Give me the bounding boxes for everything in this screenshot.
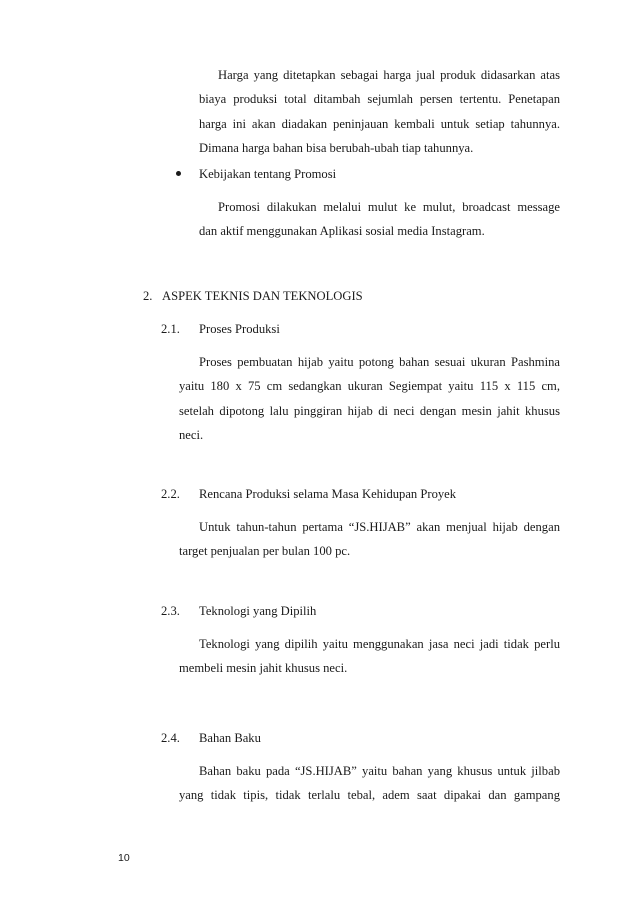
price-paragraph-line-3: harga ini akan diadakan peninjauan kembali untuk setiap tahunnya. xyxy=(199,117,560,131)
section-2-title: ASPEK TEKNIS DAN TEKNOLOGIS xyxy=(162,289,363,303)
price-paragraph-line-4: Dimana harga bahan bisa berubah-ubah tiap tahunnya. xyxy=(199,141,474,155)
price-paragraph-line-1: Harga yang ditetapkan sebagai harga jual produk didasarkan atas xyxy=(218,68,560,82)
sub-2-3-line-2: membeli mesin jahit khusus neci. xyxy=(179,661,348,675)
sub-2-1-line-3: setelah dipotong lalu pinggiran hijab di neci dengan mesin jahit khusus xyxy=(179,404,560,418)
sub-2-4-title: Bahan Baku xyxy=(199,731,261,745)
sub-2-2-line-1: Untuk tahun-tahun pertama “JS.HIJAB” akan menjual hijab dengan xyxy=(199,520,560,534)
sub-2-3-number: 2.3. xyxy=(161,604,180,618)
sub-2-1-line-2: yaitu 180 x 75 cm sedangkan ukuran Segiempat yaitu 115 x 115 cm, xyxy=(179,379,560,393)
page-number: 10 xyxy=(118,852,130,864)
section-2-number: 2. xyxy=(143,289,153,303)
sub-2-1-number: 2.1. xyxy=(161,322,180,336)
sub-2-3-line-1: Teknologi yang dipilih yaitu menggunakan jasa neci jadi tidak perlu xyxy=(199,637,560,651)
sub-2-1-title: Proses Produksi xyxy=(199,322,280,336)
price-paragraph-line-2: biaya produksi total ditambah sejumlah persen tertentu. Penetapan xyxy=(199,92,560,106)
promotion-heading: Kebijakan tentang Promosi xyxy=(199,167,337,181)
sub-2-4-number: 2.4. xyxy=(161,731,180,745)
promotion-line-1: Promosi dilakukan melalui mulut ke mulut, broadcast message xyxy=(218,200,560,214)
sub-2-4-line-2: yang tidak tipis, tidak terlalu tebal, adem saat dipakai dan gampang xyxy=(179,788,560,802)
sub-2-2-number: 2.2. xyxy=(161,487,180,501)
sub-2-3-title: Teknologi yang Dipilih xyxy=(199,604,317,618)
sub-2-4-line-1: Bahan baku pada “JS.HIJAB” yaitu bahan yang khusus untuk jilbab xyxy=(199,764,560,778)
sub-2-2-line-2: target penjualan per bulan 100 pc. xyxy=(179,544,351,558)
promotion-line-2: dan aktif menggunakan Aplikasi sosial media Instagram. xyxy=(199,224,485,238)
sub-2-1-line-4: neci. xyxy=(179,428,204,442)
bullet-icon xyxy=(176,171,181,176)
sub-2-1-line-1: Proses pembuatan hijab yaitu potong bahan sesuai ukuran Pashmina xyxy=(199,355,560,369)
sub-2-2-title: Rencana Produksi selama Masa Kehidupan Proyek xyxy=(199,487,457,501)
